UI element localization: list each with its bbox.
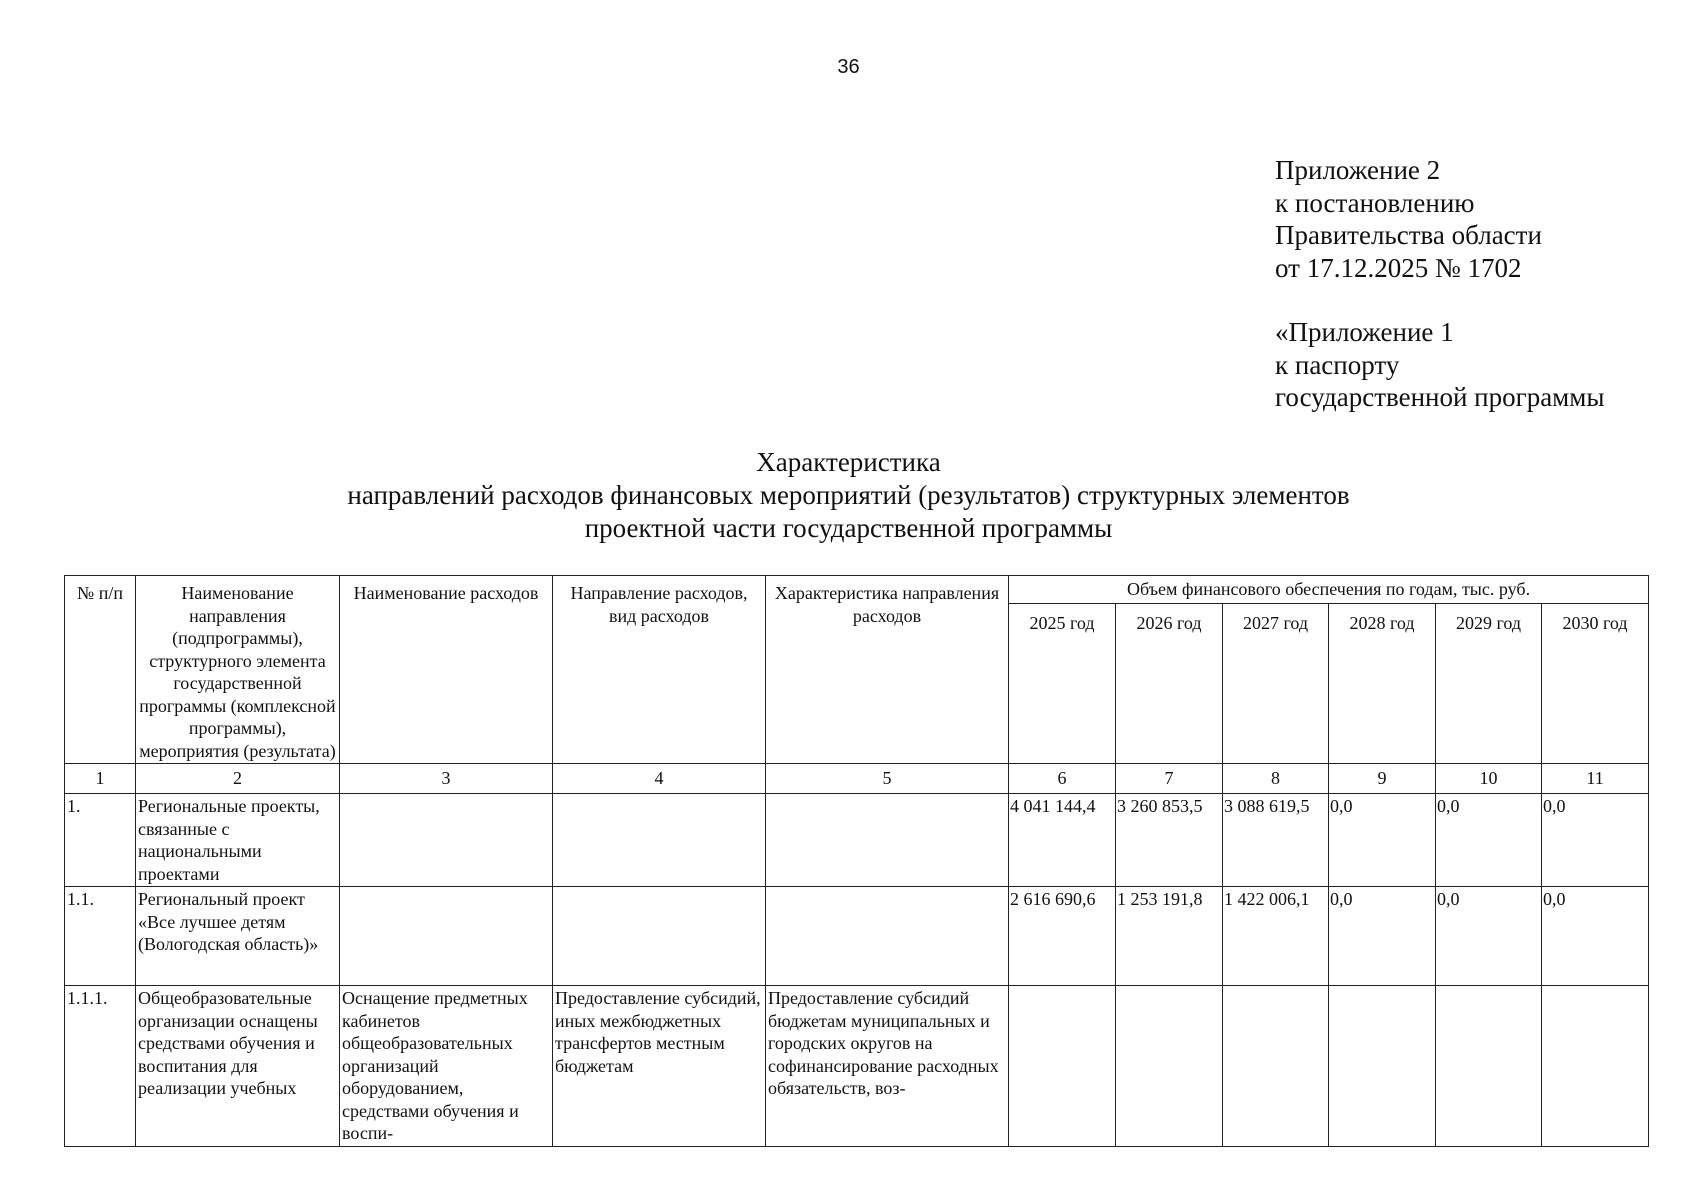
header-year: 2025 год [1009,604,1116,764]
header-characteristic: Характеристика направления расходов [766,576,1009,764]
row-amount [1116,986,1223,1147]
column-number-row [65,764,1649,794]
row-num: 1.1.1. [65,986,136,1147]
row-expense-name [340,887,553,986]
row-characteristic [766,794,1009,887]
row-direction [553,887,766,986]
row-amount [1436,986,1542,1147]
column-number: 3 [340,764,553,794]
row-num: 1. [65,794,136,887]
column-number: 5 [766,764,1009,794]
row-name: Общеобразовательные организации оснащены средствами обучения и воспитания для реализации учебных [136,986,340,1147]
table-row [65,794,1649,887]
appendix-line: к паспорту [1275,349,1400,380]
header-year: 2026 год [1116,604,1223,764]
header-direction: Направление расходов, вид расходов [553,576,766,764]
row-direction [553,794,766,887]
appendix-line: от 17.12.2025 № 1702 [1275,252,1522,283]
row-amount: 3 260 853,5 [1116,794,1223,887]
header-year: 2027 год [1223,604,1329,764]
column-number: 9 [1329,764,1436,794]
row-expense-name: Оснащение предметных кабинетов общеобразовательных организаций оборудованием, средствами обучения и воспи- [340,986,553,1147]
expense-table [64,575,1649,1147]
row-amount [1329,986,1436,1147]
table-row [65,986,1649,1147]
appendix-gap [1275,284,1605,316]
header-year: 2030 год [1542,604,1649,764]
table-row [65,887,1649,986]
row-amount [1223,986,1329,1147]
column-number: 6 [1009,764,1116,794]
row-amount: 0,0 [1542,794,1649,887]
appendix-line: государственной программы [1275,382,1605,412]
title-line: проектной части государственной программы [584,513,1113,543]
row-amount: 0,0 [1436,887,1542,986]
row-characteristic: Предоставление субсидий бюджетам муниципальных и городских округов на софинансирование расходных обязательств, воз- [766,986,1009,1147]
row-characteristic [766,887,1009,986]
header-name: Наименование направления (подпрограммы), структурного элемента государственной программы (комплексной программы), мероприятия (результата) [136,576,340,764]
row-amount: 0,0 [1329,794,1436,887]
document-title [0,446,1697,545]
row-amount: 2 616 690,6 [1009,887,1116,986]
row-num: 1.1. [65,887,136,986]
column-number: 11 [1542,764,1649,794]
row-amount: 0,0 [1542,887,1649,986]
appendix-line: Правительства области [1275,220,1542,250]
row-amount: 3 088 619,5 [1223,794,1329,887]
row-name: Региональный проект «Все лучшее детям (Вологодская область)» [136,887,340,986]
header-funding: Объем финансового обеспечения по годам, тыс. руб. [1009,576,1649,604]
row-amount [1542,986,1649,1147]
row-amount: 0,0 [1436,794,1542,887]
row-amount [1009,986,1116,1147]
column-number: 7 [1116,764,1223,794]
row-name: Региональные проекты, связанные с национальными проектами [136,794,340,887]
column-number: 1 [65,764,136,794]
row-expense-name [340,794,553,887]
column-number: 8 [1223,764,1329,794]
row-amount: 1 422 006,1 [1223,887,1329,986]
header-expense-name: Наименование расходов [340,576,553,764]
appendix-line: к постановлению [1275,187,1475,218]
row-amount: 1 253 191,8 [1116,887,1223,986]
row-amount: 0,0 [1329,887,1436,986]
title-line: направлений расходов финансовых мероприятий (результатов) структурных элементов [347,480,1350,510]
column-number: 4 [553,764,766,794]
column-number: 2 [136,764,340,794]
header-num: № п/п [65,576,136,764]
title-line: Характеристика [756,447,941,477]
header-year: 2029 год [1436,604,1542,764]
header-year: 2028 год [1329,604,1436,764]
row-direction: Предоставление субсидий, иных межбюджетных трансфертов местным бюджетам [553,986,766,1147]
appendix-block [1275,154,1605,414]
page-number: 36 [837,56,860,78]
appendix-line: «Приложение 1 [1275,317,1454,347]
column-number: 10 [1436,764,1542,794]
row-amount: 4 041 144,4 [1009,794,1116,887]
appendix-line: Приложение 2 [1275,155,1441,185]
